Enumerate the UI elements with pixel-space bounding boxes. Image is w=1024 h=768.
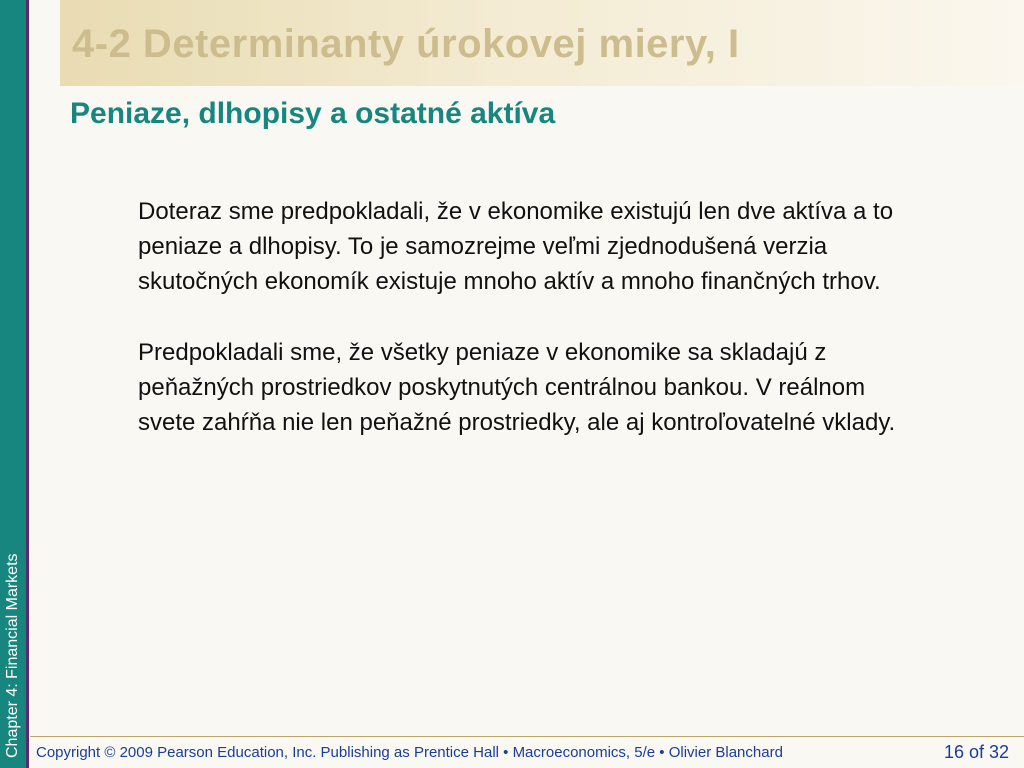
chapter-label: Chapter 4: Financial Markets [4, 553, 21, 758]
footer-copyright: Copyright © 2009 Pearson Education, Inc. Publishing as Prentice Hall • Macroeconomics, 5/e • Olivier Blanchard [36, 744, 783, 761]
title-notch [29, 52, 60, 86]
slide-subtitle: Peniaze, dlhopisy a ostatné aktíva [70, 97, 556, 130]
chapter-label-container [0, 0, 26, 768]
slide-content [138, 194, 898, 476]
paragraph-1: Doteraz sme predpokladali, že v ekonomike existujú len dve aktíva a to peniaze a dlhopisy. To je samozrejme veľmi zjednodušená verzia skutočných ekonomík existuje mnoho aktív a mnoho finančných trhov. [138, 198, 894, 295]
paragraph-2: Predpokladali sme, že všetky peniaze v ekonomike sa skladajú z peňažných prostriedkov poskytnutých centrálnou bankou. V reálnom svete zahŕňa nie len peňažné prostriedky, ale aj kontroľovatelné vklady. [138, 339, 896, 436]
side-bar-edge [26, 0, 29, 768]
footer-divider [30, 736, 1024, 737]
slide-title: 4-2 Determinanty úrokovej miery, I [72, 22, 740, 66]
page-number: 16 of 32 [944, 742, 1010, 762]
